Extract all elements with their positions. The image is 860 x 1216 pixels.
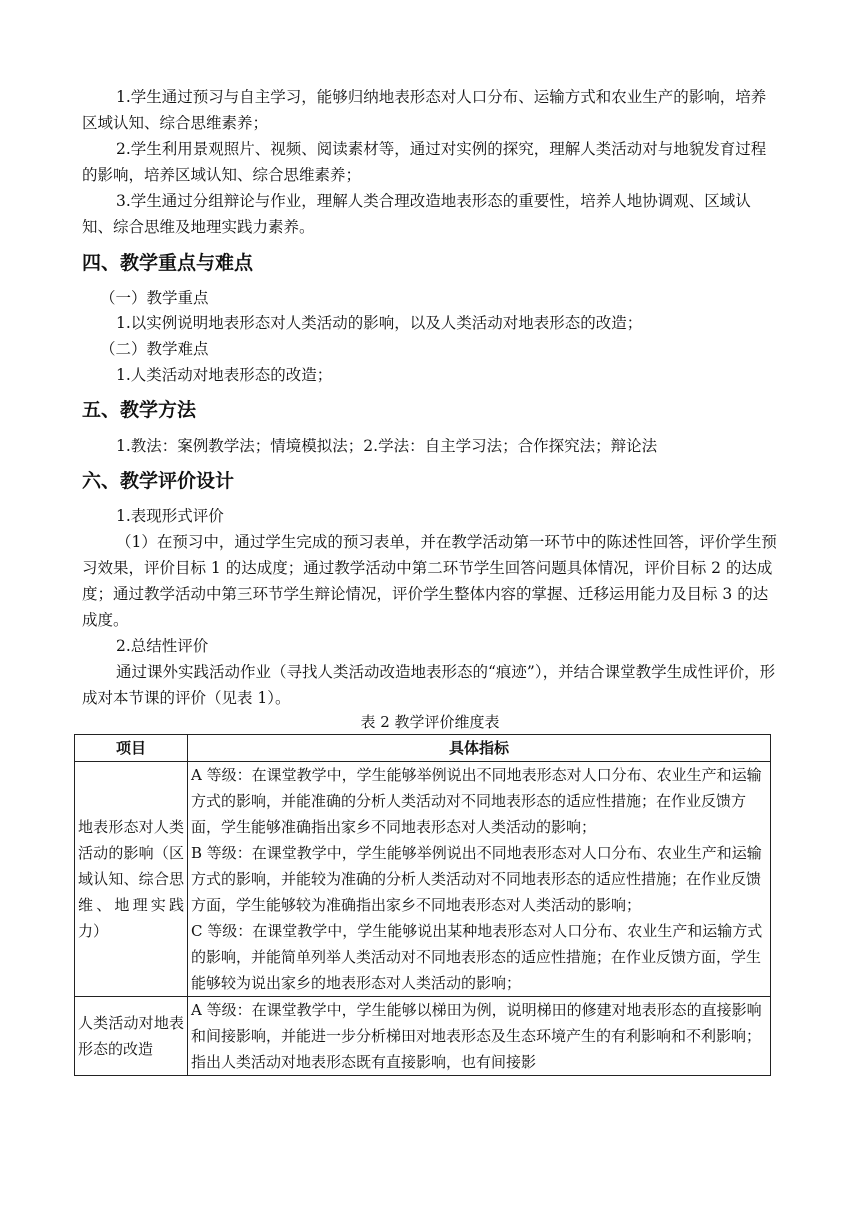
table-caption: 表 2 教学评价维度表 [360,713,500,731]
section-heading-evaluation: 六、教学评价设计 [82,470,235,492]
row-item-label: 地表形态对人类活动的影响（区域认知、综合思维、地理实践力） [75,762,188,997]
table-header-row [75,735,771,762]
section-heading-key-points: 四、教学重点与难点 [82,252,254,274]
objective-1: 1.学生通过预习与自主学习，能够归纳地表形态对人口分布、运输方式和农业生产的影响，培养区域认知、综合思维素养； [82,88,767,132]
header-item: 项目 [75,735,188,762]
difficulty-text: 1.人类活动对地表形态的改造； [116,366,333,384]
key-point-text: 1.以实例说明地表形态对人类活动的影响，以及人类活动对地表形态的改造； [116,314,643,332]
row-item-label: 人类活动对地表形态的改造 [75,997,188,1076]
key-point-label: （一）教学重点 [100,289,209,307]
level-c-text: C 等级：在课堂教学中，学生能够说出某种地表形态对人口分布、农业生产和运输方式的影响，并能简单列举人类活动对不同地表形态的适应性措施；在作业反馈方面，学生能够较为说出家乡的地表形态对人类活动的影响； [191,922,763,992]
evaluation-sub-1: 1.表现形式评价 [116,507,224,525]
evaluation-table [74,734,771,1076]
row-indicators [188,762,771,997]
section-heading-methods: 五、教学方法 [82,399,197,421]
evaluation-para-2: 通过课外实践活动作业（寻找人类活动改造地表形态的“痕迹”），并结合课堂教学生成性评价，形成对本节课的评价（见表 1）。 [82,663,776,707]
evaluation-sub-2: 2.总结性评价 [116,637,209,655]
methods-text: 1.教法：案例教学法；情境模拟法；2.学法：自主学习法；合作探究法；辩论法 [116,437,658,455]
difficulty-label: （二）教学难点 [100,340,209,358]
header-indicator: 具体指标 [188,735,771,762]
row-indicators [188,997,771,1076]
level-b-text: B 等级：在课堂教学中，学生能够举例说出不同地表形态对人口分布、农业生产和运输方式的影响，并能较为准确的分析人类活动对不同地表形态的适应性措施；在作业反馈方面，学生能够较为准确指出家乡不同地表形态对人类活动的影响； [191,844,762,914]
objective-2: 2.学生利用景观照片、视频、阅读素材等，通过对实例的探究，理解人类活动对与地貌发育过程的影响，培养区域认知、综合思维素养； [82,140,767,184]
evaluation-para-1: （1）在预习中，通过学生完成的预习表单，并在教学活动第一环节中的陈述性回答，评价学生预习效果，评价目标 1 的达成度；通过教学活动中第二环节学生回答问题具体情况，评价目标 2 的达成度；通过教学活动中第三环节学生辩论情况，评价学生整体内容的掌握、迁移运用能力及目标 3 的达成度。 [82,533,777,629]
objective-3: 3.学生通过分组辩论与作业，理解人类合理改造地表形态的重要性，培养人地协调观、区域认知、综合思维及地理实践力素养。 [82,192,751,236]
table-row [75,762,771,997]
level-a-text: A 等级：在课堂教学中，学生能够以梯田为例，说明梯田的修建对地表形态的直接影响和间接影响，并能进一步分析梯田对地表形态及生态环境产生的有利影响和不利影响；指出人类活动对地表形态既有直接影响，也有间接影 [191,1001,762,1071]
level-a-text: A 等级：在课堂教学中，学生能够举例说出不同地表形态对人口分布、农业生产和运输方式的影响，并能准确的分析人类活动对不同地表形态的适应性措施；在作业反馈方面，学生能够准确指出家乡不同地表形态对人类活动的影响； [191,766,762,836]
table-row [75,997,771,1076]
